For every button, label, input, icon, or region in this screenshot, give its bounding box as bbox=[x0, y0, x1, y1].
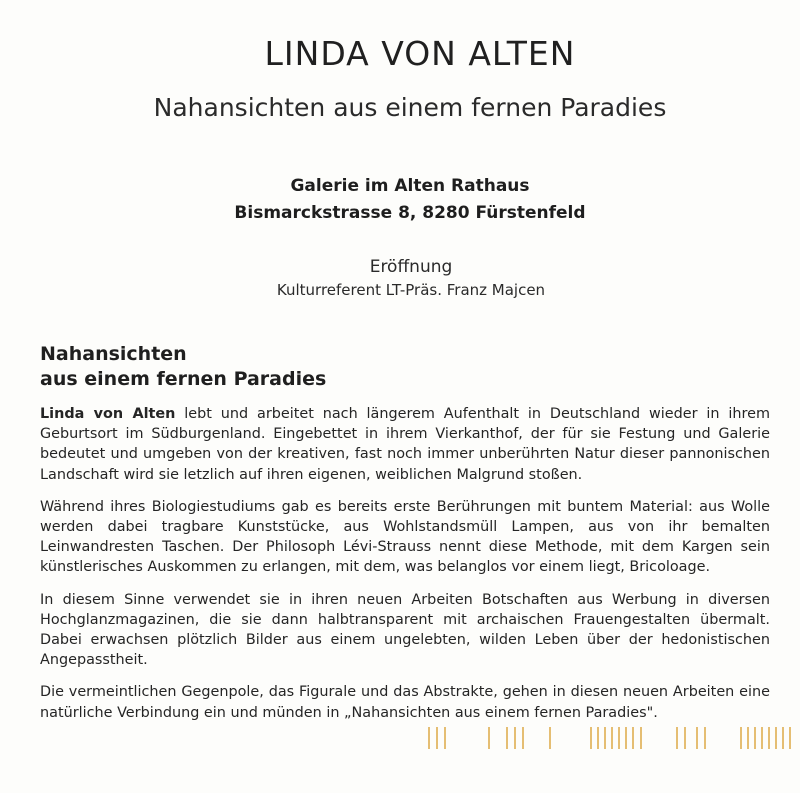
opening-block bbox=[0, 256, 800, 301]
tick-mark bbox=[789, 727, 791, 749]
tick-mark bbox=[611, 727, 613, 749]
tick-mark bbox=[444, 727, 446, 749]
section-heading bbox=[40, 342, 326, 392]
tick-mark bbox=[522, 727, 524, 749]
tick-mark bbox=[696, 727, 698, 749]
paragraph-3: In diesem Sinne verwendet sie in ihren neuen Arbeiten Botschaften aus Werbung in diversen Hochglanzmagazinen, die sie dann halbtransparent mit archaischen Frauengestalten übermalt. Dabei erwachsen plötzlich Bilder aus einem ungelebten, wilden Leben über der hedonistischen Angepasstheit. bbox=[40, 591, 770, 669]
paragraph-2: Während ihres Biologiestudiums gab es bereits erste Berührungen mit buntem Material: aus Wolle werden dabei tragbare Kunststücke, aus Wohlstandsmüll Lampen, aus von ihr bemalten Leinwandresten Taschen. Der Philosoph Lévi-Strauss nennt diese Methode, mit dem Kargen sein künstlerisches Auskommen zu erlangen, mit dem, was belanglos vor einem liegt, Bricoloage. bbox=[40, 498, 770, 576]
article-body bbox=[40, 404, 770, 735]
opening-speaker: Kulturreferent LT-Präs. Franz Majcen bbox=[276, 281, 546, 299]
tick-mark bbox=[514, 727, 516, 749]
page-title: LINDA VON ALTEN bbox=[264, 34, 576, 73]
tick-mark bbox=[632, 727, 634, 749]
tick-mark bbox=[590, 727, 592, 749]
tick-mark bbox=[604, 727, 606, 749]
tick-mark bbox=[704, 727, 706, 749]
tick-mark bbox=[747, 727, 749, 749]
tick-mark bbox=[768, 727, 770, 749]
tick-mark bbox=[436, 727, 438, 749]
tick-mark bbox=[775, 727, 777, 749]
page-subtitle: Nahansichten aus einem fernen Paradies bbox=[153, 93, 667, 122]
tick-mark bbox=[488, 727, 490, 749]
tick-mark bbox=[754, 727, 756, 749]
tick-mark bbox=[640, 727, 642, 749]
tick-mark bbox=[597, 727, 599, 749]
tick-mark bbox=[761, 727, 763, 749]
opening-label: Eröffnung bbox=[369, 257, 453, 277]
venue-name: Galerie im Alten Rathaus bbox=[290, 176, 530, 196]
tick-mark bbox=[428, 727, 430, 749]
tick-mark bbox=[740, 727, 742, 749]
section-heading-line2: aus einem fernen Paradies bbox=[40, 368, 327, 390]
paragraph-1-text: lebt und arbeitet nach längerem Aufenthalt in Deutschland wieder in ihrem Geburtsort im Südburgenland. Eingebettet in ihrem Vierkanthof, der für sie Festung und Galerie bedeutet und umgeben von der kreativen, fast noch immer unberührten Natur dieser pannonischen Landschaft wird sie letzlich auf ihren eigenen, weiblichen Malgrund stoßen. bbox=[40, 406, 770, 483]
tick-mark bbox=[676, 727, 678, 749]
decorative-tick-marks bbox=[428, 727, 798, 751]
venue-address: Bismarckstrasse 8, 8280 Fürstenfeld bbox=[234, 203, 586, 223]
tick-mark bbox=[782, 727, 784, 749]
venue-block bbox=[0, 173, 800, 227]
artist-name: Linda von Alten bbox=[40, 406, 176, 422]
tick-mark bbox=[618, 727, 620, 749]
paragraph-1 bbox=[40, 404, 770, 485]
tick-mark bbox=[506, 727, 508, 749]
tick-mark bbox=[684, 727, 686, 749]
section-heading-line1: Nahansichten bbox=[40, 343, 187, 365]
tick-mark bbox=[549, 727, 551, 749]
paragraph-4: Die vermeintlichen Gegenpole, das Figurale und das Abstrakte, gehen in diesen neuen Arbeiten eine natürliche Verbindung ein und münden in „Nahansichten aus einem fernen Paradies". bbox=[40, 684, 770, 721]
tick-mark bbox=[625, 727, 627, 749]
